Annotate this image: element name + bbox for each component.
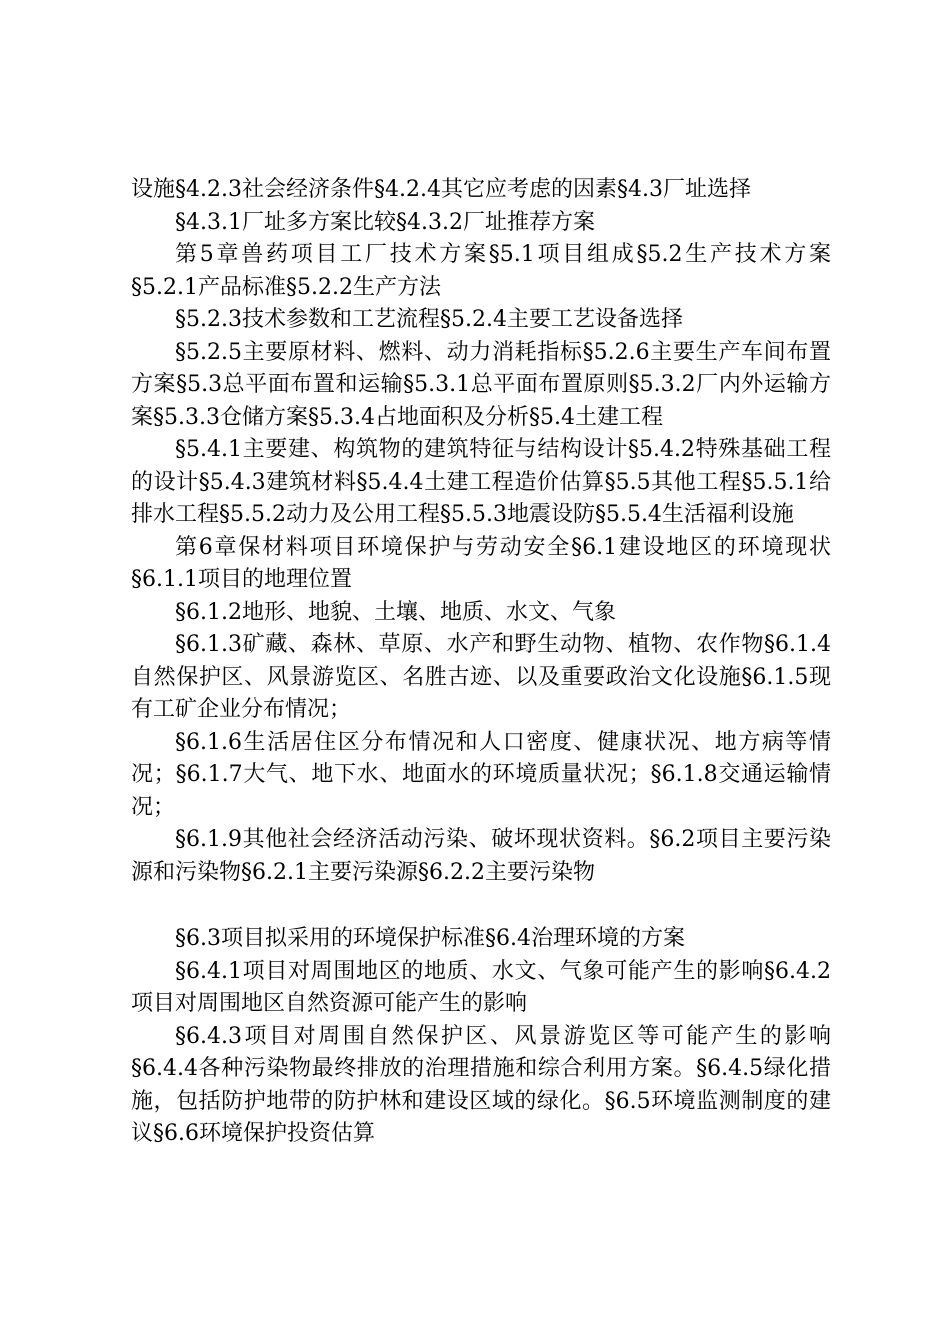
paragraph-1: 设施§4.2.3社会经济条件§4.2.4其它应考虑的因素§4.3厂址选择 <box>131 177 751 202</box>
paragraph-13: §6.4.1项目对周围地区的地质、水文、气象可能产生的影响§6.4.2项目对周围地区自然资源可能产生的影响 <box>131 958 831 1016</box>
paragraph-7: 第6章保材料项目环境保护与劳动安全§6.1建设地区的环境现状§6.1.1项目的地理位置 <box>131 534 831 592</box>
paragraph-5: §5.2.5主要原材料、燃料、动力消耗指标§5.2.6主要生产车间布置方案§5.3总平面布置和运输§5.3.1总平面布置原则§5.3.2厂内外运输方案§5.3.3仓储方案§5.3.4占地面积及分析§5.4土建工程 <box>131 339 831 430</box>
paragraph-14: §6.4.3项目对周围自然保护区、风景游览区等可能产生的影响§6.4.4各种污染物最终排放的治理措施和综合利用方案。§6.4.5绿化措施，包括防护地带的防护林和建设区域的绿化。§6.5环境监测制度的建议§6.6环境保护投资估算 <box>131 1023 831 1146</box>
document-page <box>131 174 831 1151</box>
paragraph-10: §6.1.6生活居住区分布情况和人口密度、健康状况、地方病等情况；§6.1.7大气、地下水、地面水的环境质量状况；§6.1.8交通运输情况； <box>131 729 831 820</box>
paragraph-9: §6.1.3矿藏、森林、草原、水产和野生动物、植物、农作物§6.1.4自然保护区、风景游览区、名胜古迹、以及重要政治文化设施§6.1.5现有工矿企业分布情况； <box>131 632 831 722</box>
paragraph-8: §6.1.2地形、地貌、土壤、地质、水文、气象 <box>175 599 616 625</box>
paragraph-4: §5.2.3技术参数和工艺流程§5.2.4主要工艺设备选择 <box>175 307 683 332</box>
paragraph-12: §6.3项目拟采用的环境保护标准§6.4治理环境的方案 <box>175 926 685 951</box>
paragraph-2: §4.3.1厂址多方案比较§4.3.2厂址推荐方案 <box>175 209 595 235</box>
paragraph-11: §6.1.9其他社会经济活动污染、破坏现状资料。§6.2项目主要污染源和污染物§6.2.1主要污染源§6.2.2主要污染物 <box>131 827 831 885</box>
paragraph-3: 第5章兽药项目工厂技术方案§5.1项目组成§5.2生产技术方案§5.2.1产品标准§5.2.2生产方法 <box>131 242 831 300</box>
paragraph-6: §5.4.1主要建、构筑物的建筑特征与结构设计§5.4.2特殊基础工程的设计§5.4.3建筑材料§5.4.4土建工程造价估算§5.5其他工程§5.5.1给排水工程§5.5.2动力及公用工程§5.5.3地震设防§5.5.4生活福利设施 <box>131 437 831 527</box>
